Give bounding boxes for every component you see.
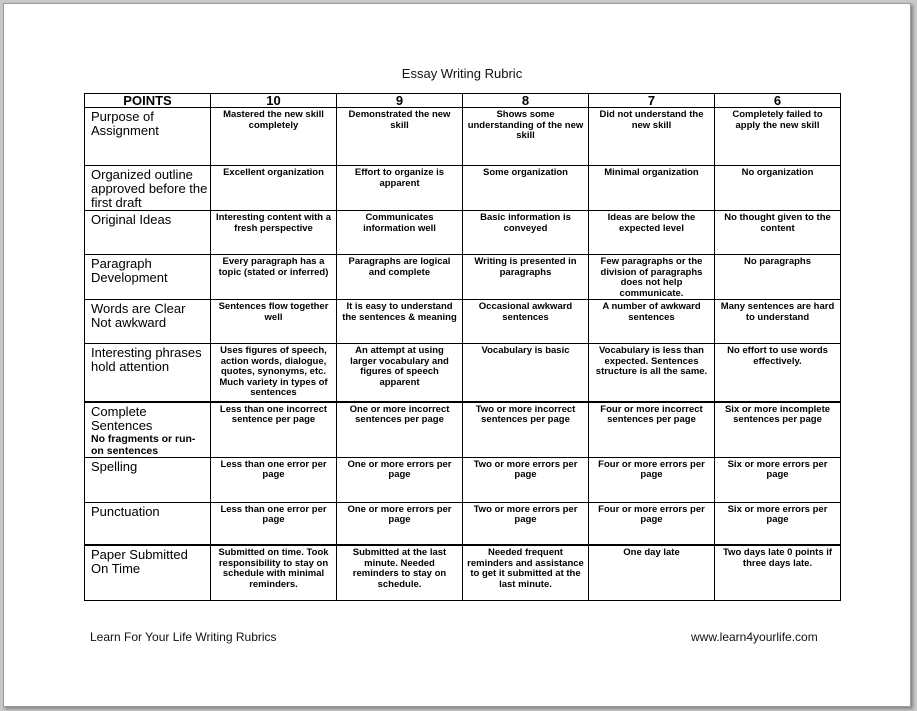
rubric-cell: Minimal organization (589, 166, 715, 211)
criterion-label: Words are Clear Not awkward (91, 301, 186, 330)
rubric-row (85, 502, 841, 545)
criterion-cell (85, 211, 211, 255)
rubric-row (85, 211, 841, 255)
rubric-cell: Submitted on time. Took responsibility to stay on schedule with minimal reminders. (211, 545, 337, 600)
criterion-label: Organized outline approved before the first draft (91, 167, 208, 210)
score-header: 6 (715, 94, 841, 108)
rubric-cell: Two or more errors per page (463, 457, 589, 502)
criterion-cell (85, 402, 211, 458)
rubric-cell: Did not understand the new skill (589, 108, 715, 166)
rubric-cell: Communicates information well (337, 211, 463, 255)
rubric-cell: Submitted at the last minute. Needed reminders to stay on schedule. (337, 545, 463, 600)
criterion-label: Paper Submitted On Time (91, 547, 188, 576)
document-page (3, 3, 911, 707)
header-row (85, 94, 841, 108)
rubric-cell: Demonstrated the new skill (337, 108, 463, 166)
rubric-cell: Four or more errors per page (589, 457, 715, 502)
criterion-label: Punctuation (91, 503, 160, 519)
rubric-cell: No organization (715, 166, 841, 211)
rubric-cell: Few paragraphs or the division of paragraphs does not help communicate. (589, 255, 715, 300)
criterion-cell (85, 457, 211, 502)
rubric-cell: Six or more errors per page (715, 502, 841, 545)
criterion-cell (85, 255, 211, 300)
rubric-cell: Completely failed to apply the new skill (715, 108, 841, 166)
rubric-cell: Every paragraph has a topic (stated or inferred) (211, 255, 337, 300)
footer-brand: Learn For Your Life Writing Rubrics (90, 630, 277, 644)
rubric-row (85, 402, 841, 458)
rubric-row (85, 300, 841, 344)
rubric-cell: Many sentences are hard to understand (715, 300, 841, 344)
rubric-table (84, 93, 841, 601)
criterion-cell (85, 166, 211, 211)
rubric-cell: Four or more errors per page (589, 502, 715, 545)
rubric-cell: Shows some understanding of the new skill (463, 108, 589, 166)
criterion-cell (85, 344, 211, 402)
rubric-cell: Four or more incorrect sentences per page (589, 402, 715, 458)
rubric-cell: Less than one error per page (211, 502, 337, 545)
rubric-cell: Writing is presented in paragraphs (463, 255, 589, 300)
rubric-cell: No thought given to the content (715, 211, 841, 255)
criterion-cell (85, 502, 211, 545)
rubric-cell: Mastered the new skill completely (211, 108, 337, 166)
rubric-cell: No effort to use words effectively. (715, 344, 841, 402)
rubric-cell: One or more incorrect sentences per page (337, 402, 463, 458)
score-header: 7 (589, 94, 715, 108)
rubric-cell: Sentences flow together well (211, 300, 337, 344)
rubric-cell: Interesting content with a fresh perspective (211, 211, 337, 255)
rubric-cell: Six or more incomplete sentences per page (715, 402, 841, 458)
rubric-cell: Effort to organize is apparent (337, 166, 463, 211)
criterion-cell (85, 300, 211, 344)
criterion-label: Interesting phrases hold attention (91, 345, 202, 374)
criterion-label: Purpose of Assignment (91, 109, 159, 138)
rubric-row (85, 457, 841, 502)
rubric-cell: One or more errors per page (337, 457, 463, 502)
rubric-cell: Vocabulary is less than expected. Sentences structure is all the same. (589, 344, 715, 402)
score-header: 10 (211, 94, 337, 108)
rubric-cell: Uses figures of speech, action words, dialogue, quotes, synonyms, etc. Much variety in types of sentences (211, 344, 337, 402)
footer-website: www.learn4yourlife.com (691, 630, 818, 644)
rubric-cell: Less than one incorrect sentence per page (211, 402, 337, 458)
rubric-cell: It is easy to understand the sentences & meaning (337, 300, 463, 344)
rubric-cell: Excellent organization (211, 166, 337, 211)
rubric-cell: Vocabulary is basic (463, 344, 589, 402)
rubric-row (85, 344, 841, 402)
rubric-cell: Ideas are below the expected level (589, 211, 715, 255)
rubric-cell: No paragraphs (715, 255, 841, 300)
score-header: 8 (463, 94, 589, 108)
rubric-cell: Needed frequent reminders and assistance to get it submitted at the last minute. (463, 545, 589, 600)
rubric-cell: Some organization (463, 166, 589, 211)
rubric-cell: A number of awkward sentences (589, 300, 715, 344)
rubric-cell: Occasional awkward sentences (463, 300, 589, 344)
rubric-row (85, 255, 841, 300)
rubric-cell: Two or more errors per page (463, 502, 589, 545)
criterion-cell (85, 545, 211, 600)
rubric-cell: An attempt at using larger vocabulary and figures of speech apparent (337, 344, 463, 402)
rubric-title: Essay Writing Rubric (401, 66, 523, 81)
criterion-label: Complete Sentences (91, 403, 153, 433)
rubric-row (85, 108, 841, 166)
rubric-row (85, 166, 841, 211)
rubric-cell: Basic information is conveyed (463, 211, 589, 255)
rubric-cell: One or more errors per page (337, 502, 463, 545)
criterion-note: No fragments or run-on sentences (91, 432, 196, 457)
rubric-cell: Two days late 0 points if three days late. (715, 545, 841, 600)
rubric-cell: Two or more incorrect sentences per page (463, 402, 589, 458)
points-header: POINTS (85, 94, 211, 108)
rubric-cell: One day late (589, 545, 715, 600)
criterion-cell (85, 108, 211, 166)
criterion-label: Original Ideas (91, 212, 172, 227)
rubric-cell: Six or more errors per page (715, 457, 841, 502)
rubric-cell: Paragraphs are logical and complete (337, 255, 463, 300)
criterion-label: Spelling (91, 458, 138, 474)
rubric-row (85, 545, 841, 600)
criterion-label: Paragraph Development (91, 256, 168, 285)
rubric-cell: Less than one error per page (211, 457, 337, 502)
score-header: 9 (337, 94, 463, 108)
